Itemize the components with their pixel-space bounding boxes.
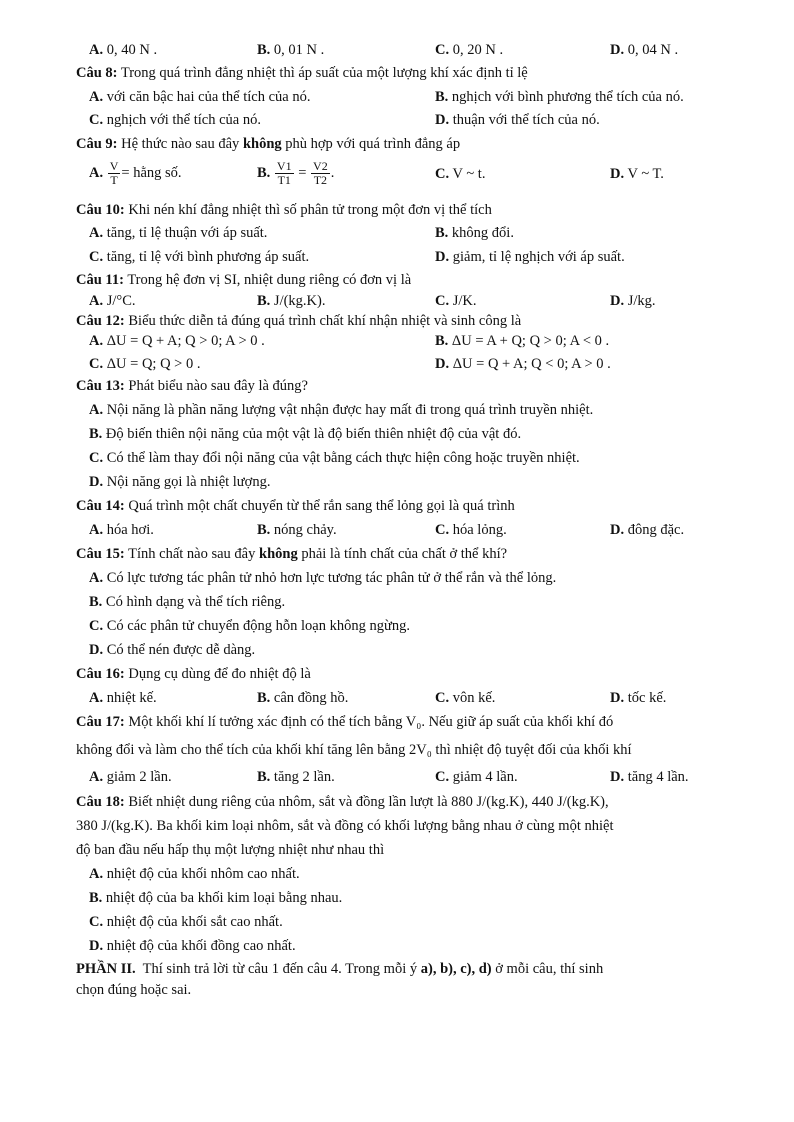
q16-option-d: D. tốc kế.: [610, 690, 667, 706]
q17-stem-line2: không đổi và làm cho thể tích của khối khí tăng lên bằng 2V₀ thì nhiệt độ tuyệt đối của khối khí: [76, 742, 632, 758]
q7-option-c: C. 0, 20 N .: [435, 42, 504, 58]
q11-stem: Câu 11: Trong hệ đơn vị SI, nhiệt dung riêng có đơn vị là: [76, 272, 412, 288]
q8-stem: Câu 8: Trong quá trình đẳng nhiệt thì áp suất của một lượng khí xác định tỉ lệ: [76, 65, 528, 81]
q18-stem-line1: Câu 18: Biết nhiệt dung riêng của nhôm, sắt và đồng lần lượt là 880 J/(kg.K), 440 J/(kg.K),: [76, 794, 609, 810]
q9-option-b: B. $\frac{V1}{T1}$ = $\frac{V2}{T2}$ .: [257, 159, 335, 187]
q16-stem: Câu 16: Dụng cụ dùng để đo nhiệt độ là: [76, 666, 311, 682]
q11-option-a: A. J/°C.: [89, 293, 136, 309]
q13-option-a: A. Nội năng là phần năng lượng vật nhận được hay mất đi trong quá trình truyền nhiệt.: [89, 402, 594, 418]
q18-option-a: A. nhiệt độ của khối nhôm cao nhất.: [89, 866, 300, 882]
q12-option-a: A. ΔU = Q + A; Q > 0; A > 0 .: [89, 333, 265, 349]
q17-option-c: C. giảm 4 lần.: [435, 769, 518, 785]
q11-option-c: C. J/K.: [435, 293, 477, 309]
q9-option-c: C. V ~ t.: [435, 166, 486, 182]
q15-option-c: C. Có các phân tử chuyển động hỗn loạn không ngừng.: [89, 618, 410, 634]
q13-stem: Câu 13: Phát biểu nào sau đây là đúng?: [76, 378, 308, 394]
part2-heading: PHẦN II. Thí sinh trả lời từ câu 1 đến câu 4. Trong mỗi ý a), b), c), d) ở mỗi câu, thí sinh: [76, 961, 604, 977]
q18-stem-line3: độ ban đầu nếu hấp thụ một lượng nhiệt như nhau thì: [76, 842, 385, 858]
q16-option-a: A. nhiệt kế.: [89, 690, 157, 706]
q18-option-d: D. nhiệt độ của khối đồng cao nhất.: [89, 938, 296, 954]
q17-stem-line1: Câu 17: Một khối khí lí tưởng xác định có thể tích bằng V₀. Nếu giữ áp suất của khối khí đó: [76, 714, 614, 730]
q14-stem: Câu 14: Quá trình một chất chuyển từ thể rắn sang thể lỏng gọi là quá trình: [76, 498, 515, 514]
q8-option-b: B. nghịch với bình phương thể tích của nó.: [435, 89, 684, 105]
q15-option-b: B. Có hình dạng và thể tích riêng.: [89, 594, 286, 610]
q15-stem: Câu 15: Tính chất nào sau đây không phải là tính chất của chất ở thể khí?: [76, 546, 508, 562]
part2-line2: chọn đúng hoặc sai.: [76, 982, 192, 998]
q17-option-b: B. tăng 2 lần.: [257, 769, 335, 785]
q13-option-c: C. Có thể làm thay đổi nội năng của vật bằng cách thực hiện công hoặc truyền nhiệt.: [89, 450, 580, 466]
q10-stem: Câu 10: Khi nén khí đẳng nhiệt thì số phân tử trong một đơn vị thể tích: [76, 202, 492, 218]
q9-option-a: A. $\frac{V}{T}$ = hằng số.: [89, 159, 182, 187]
q12-option-b: B. ΔU = A + Q; Q > 0; A < 0 .: [435, 333, 610, 349]
q12-option-d: D. ΔU = Q + A; Q < 0; A > 0 .: [435, 356, 611, 372]
q7-option-b: B. 0, 01 N .: [257, 42, 325, 58]
q18-stem-line2: 380 J/(kg.K). Ba khối kim loại nhôm, sắt và đồng có khối lượng bằng nhau ở cùng một nhiệt: [76, 818, 614, 834]
q10-option-a: A. tăng, tỉ lệ thuận với áp suất.: [89, 225, 268, 241]
q10-option-b: B. không đổi.: [435, 225, 514, 241]
q15-option-d: D. Có thể nén được dễ dàng.: [89, 642, 256, 658]
q18-option-c: C. nhiệt độ của khối sắt cao nhất.: [89, 914, 283, 930]
q10-option-d: D. giảm, tỉ lệ nghịch với áp suất.: [435, 249, 625, 265]
q14-option-c: C. hóa lỏng.: [435, 522, 507, 538]
q10-option-c: C. tăng, tỉ lệ với bình phương áp suất.: [89, 249, 310, 265]
q8-option-d: D. thuận với thể tích của nó.: [435, 112, 600, 128]
q14-option-d: D. đông đặc.: [610, 522, 685, 538]
q7-option-a: A. 0, 40 N .: [89, 42, 158, 58]
q11-option-d: D. J/kg.: [610, 293, 656, 309]
q12-option-c: C. ΔU = Q; Q > 0 .: [89, 356, 201, 372]
q16-option-c: C. vôn kế.: [435, 690, 496, 706]
q9-option-d: D. V ~ T.: [610, 166, 664, 182]
q13-option-d: D. Nội năng gọi là nhiệt lượng.: [89, 474, 271, 490]
q15-option-a: A. Có lực tương tác phân tử nhỏ hơn lực tương tác phân tử ở thể rắn và thể lỏng.: [89, 570, 557, 586]
q17-option-d: D. tăng 4 lần.: [610, 769, 689, 785]
q17-option-a: A. giảm 2 lần.: [89, 769, 172, 785]
q8-option-a: A. với căn bậc hai của thể tích của nó.: [89, 89, 311, 105]
q7-option-d: D. 0, 04 N .: [610, 42, 679, 58]
q11-option-b: B. J/(kg.K).: [257, 293, 326, 309]
q9-stem: Câu 9: Hệ thức nào sau đây không phù hợp với quá trình đẳng áp: [76, 136, 461, 152]
q13-option-b: B. Độ biến thiên nội năng của một vật là độ biến thiên nhiệt độ của vật đó.: [89, 426, 522, 442]
q14-option-a: A. hóa hơi.: [89, 522, 154, 538]
q18-option-b: B. nhiệt độ của ba khối kim loại bằng nhau.: [89, 890, 343, 906]
q16-option-b: B. cân đồng hồ.: [257, 690, 349, 706]
q12-stem: Câu 12: Biểu thức diễn tả đúng quá trình chất khí nhận nhiệt và sinh công là: [76, 313, 522, 329]
q8-option-c: C. nghịch với thể tích của nó.: [89, 112, 261, 128]
q14-option-b: B. nóng chảy.: [257, 522, 337, 538]
